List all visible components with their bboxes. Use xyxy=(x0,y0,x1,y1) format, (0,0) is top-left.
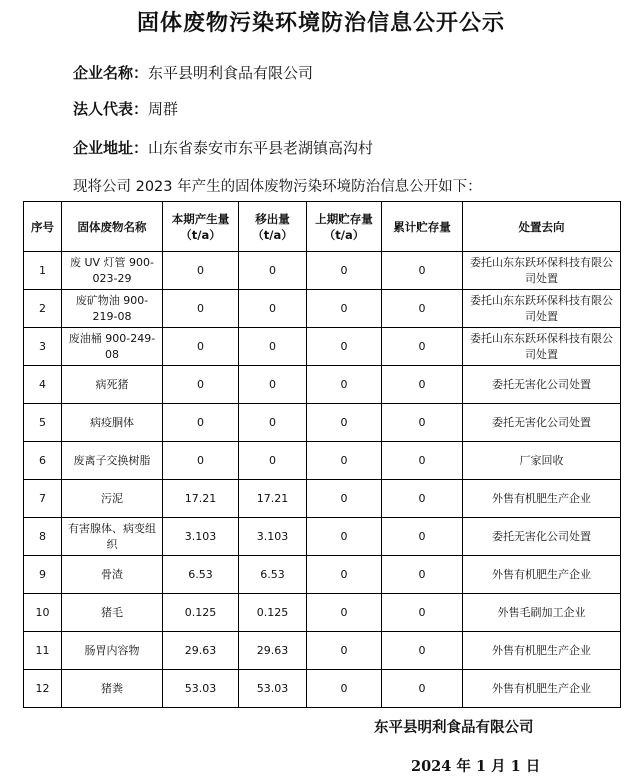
prev-storage: 0 xyxy=(307,556,382,594)
waste-name: 废矿物油 900-219-08 xyxy=(62,290,163,328)
produced-amount: 53.03 xyxy=(163,670,239,708)
waste-name: 废 UV 灯管 900-023-29 xyxy=(62,252,163,290)
produced-amount: 0 xyxy=(163,404,239,442)
cumulative-storage: 0 xyxy=(382,594,463,632)
waste-name: 猪粪 xyxy=(62,670,163,708)
produced-amount: 0 xyxy=(163,366,239,404)
prev-storage: 0 xyxy=(307,632,382,670)
prev-storage: 0 xyxy=(307,328,382,366)
disposal-method: 委托山东东跃环保科技有限公司处置 xyxy=(463,328,621,366)
waste-name: 猪毛 xyxy=(62,594,163,632)
table-row xyxy=(24,594,621,632)
signature-date: 2024 年 1 月 1 日 xyxy=(411,758,541,775)
cumulative-storage: 0 xyxy=(382,632,463,670)
waste-name: 病死猪 xyxy=(62,366,163,404)
waste-name: 病疫胴体 xyxy=(62,404,163,442)
produced-amount: 6.53 xyxy=(163,556,239,594)
moved-amount: 0.125 xyxy=(239,594,307,632)
column-header: 本期产生量（t/a） xyxy=(163,202,239,252)
prev-storage: 0 xyxy=(307,670,382,708)
cumulative-storage: 0 xyxy=(382,290,463,328)
disposal-method: 外售有机肥生产企业 xyxy=(463,556,621,594)
prev-storage: 0 xyxy=(307,404,382,442)
table-row xyxy=(24,328,621,366)
moved-amount: 6.53 xyxy=(239,556,307,594)
waste-name: 有害腺体、病变组织 xyxy=(62,518,163,556)
moved-amount: 3.103 xyxy=(239,518,307,556)
disposal-method: 厂家回收 xyxy=(463,442,621,480)
moved-amount: 0 xyxy=(239,290,307,328)
produced-amount: 0 xyxy=(163,290,239,328)
moved-amount: 53.03 xyxy=(239,670,307,708)
row-number: 9 xyxy=(24,556,62,594)
table-row xyxy=(24,290,621,328)
row-number: 2 xyxy=(24,290,62,328)
row-number: 1 xyxy=(24,252,62,290)
table-row xyxy=(24,442,621,480)
disposal-method: 委托山东东跃环保科技有限公司处置 xyxy=(463,290,621,328)
waste-name: 肠胃内容物 xyxy=(62,632,163,670)
company-address-line xyxy=(73,137,373,158)
disposal-method: 委托无害化公司处置 xyxy=(463,518,621,556)
produced-amount: 29.63 xyxy=(163,632,239,670)
disposal-method: 外售有机肥生产企业 xyxy=(463,670,621,708)
prev-storage: 0 xyxy=(307,290,382,328)
prev-storage: 0 xyxy=(307,252,382,290)
table-row xyxy=(24,632,621,670)
legal-rep: 周群 xyxy=(148,100,179,118)
row-number: 12 xyxy=(24,670,62,708)
row-number: 10 xyxy=(24,594,62,632)
table-row xyxy=(24,518,621,556)
company-address-label: 企业地址： xyxy=(73,139,149,157)
waste-name: 废油桶 900-249-08 xyxy=(62,328,163,366)
prev-storage: 0 xyxy=(307,518,382,556)
produced-amount: 0.125 xyxy=(163,594,239,632)
page-title: 固体废物污染环境防治信息公开公示 xyxy=(136,10,505,36)
company-name-label: 企业名称： xyxy=(73,64,149,82)
row-number: 4 xyxy=(24,366,62,404)
row-number: 3 xyxy=(24,328,62,366)
column-header: 序号 xyxy=(24,202,62,252)
row-number: 11 xyxy=(24,632,62,670)
cumulative-storage: 0 xyxy=(382,518,463,556)
cumulative-storage: 0 xyxy=(382,366,463,404)
table-row xyxy=(24,556,621,594)
produced-amount: 0 xyxy=(163,252,239,290)
moved-amount: 0 xyxy=(239,328,307,366)
company-name-line xyxy=(73,62,313,83)
prev-storage: 0 xyxy=(307,442,382,480)
disposal-method: 外售毛刷加工企业 xyxy=(463,594,621,632)
row-number: 7 xyxy=(24,480,62,518)
moved-amount: 0 xyxy=(239,366,307,404)
cumulative-storage: 0 xyxy=(382,328,463,366)
column-header: 处置去向 xyxy=(463,202,621,252)
legal-rep-label: 法人代表： xyxy=(73,100,149,118)
column-header: 固体废物名称 xyxy=(62,202,163,252)
row-number: 8 xyxy=(24,518,62,556)
moved-amount: 29.63 xyxy=(239,632,307,670)
produced-amount: 0 xyxy=(163,442,239,480)
table-row xyxy=(24,252,621,290)
company-name: 东平县明利食品有限公司 xyxy=(148,64,314,82)
cumulative-storage: 0 xyxy=(382,556,463,594)
produced-amount: 3.103 xyxy=(163,518,239,556)
disposal-method: 委托山东东跃环保科技有限公司处置 xyxy=(463,252,621,290)
column-header: 移出量（t/a） xyxy=(239,202,307,252)
table-row xyxy=(24,366,621,404)
prev-storage: 0 xyxy=(307,366,382,404)
disposal-method: 委托无害化公司处置 xyxy=(463,404,621,442)
produced-amount: 17.21 xyxy=(163,480,239,518)
waste-name: 废离子交换树脂 xyxy=(62,442,163,480)
waste-name: 骨渣 xyxy=(62,556,163,594)
signature-company: 东平县明利食品有限公司 xyxy=(374,719,534,736)
disposal-method: 外售有机肥生产企业 xyxy=(463,480,621,518)
waste-table xyxy=(23,201,621,708)
moved-amount: 17.21 xyxy=(239,480,307,518)
moved-amount: 0 xyxy=(239,252,307,290)
prev-storage: 0 xyxy=(307,480,382,518)
column-header: 上期贮存量（t/a） xyxy=(307,202,382,252)
table-row xyxy=(24,480,621,518)
cumulative-storage: 0 xyxy=(382,480,463,518)
intro-text: 现将公司 2023 年产生的固体废物污染环境防治信息公开如下： xyxy=(73,179,482,195)
moved-amount: 0 xyxy=(239,442,307,480)
disposal-method: 外售有机肥生产企业 xyxy=(463,632,621,670)
row-number: 6 xyxy=(24,442,62,480)
company-address: 山东省泰安市东平县老湖镇高沟村 xyxy=(148,139,374,157)
cumulative-storage: 0 xyxy=(382,442,463,480)
disposal-method: 委托无害化公司处置 xyxy=(463,366,621,404)
table-row xyxy=(24,670,621,708)
prev-storage: 0 xyxy=(307,594,382,632)
waste-name: 污泥 xyxy=(62,480,163,518)
produced-amount: 0 xyxy=(163,328,239,366)
table-body xyxy=(24,252,621,708)
legal-rep-line xyxy=(73,98,178,119)
table-row xyxy=(24,404,621,442)
table-header-row xyxy=(24,202,621,252)
moved-amount: 0 xyxy=(239,404,307,442)
row-number: 5 xyxy=(24,404,62,442)
cumulative-storage: 0 xyxy=(382,252,463,290)
column-header: 累计贮存量 xyxy=(382,202,463,252)
cumulative-storage: 0 xyxy=(382,404,463,442)
cumulative-storage: 0 xyxy=(382,670,463,708)
